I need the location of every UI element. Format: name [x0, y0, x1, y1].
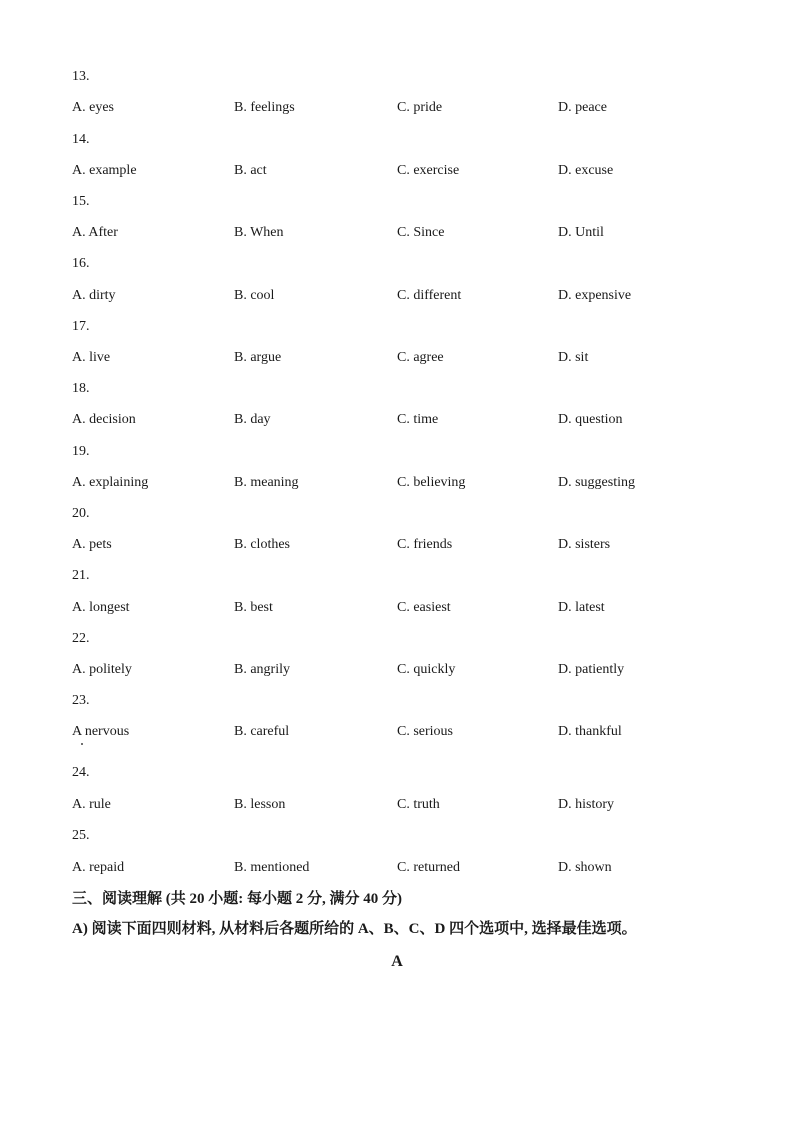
option-c: C. truth — [397, 797, 440, 812]
question-number: 24. — [72, 765, 90, 780]
option-d: D. suggesting — [558, 475, 635, 490]
option-d: D. patiently — [558, 662, 625, 677]
option-c: C. serious — [397, 724, 453, 739]
question-number: 19. — [72, 444, 90, 459]
option-c: C. returned — [397, 860, 460, 875]
option-c: C. Since — [397, 225, 445, 240]
option-b: B. angrily — [234, 662, 290, 677]
option-c: C. different — [397, 288, 462, 303]
option-d: D. peace — [558, 100, 607, 115]
option-a: A. longest — [72, 600, 130, 615]
option-a: A. decision — [72, 412, 136, 427]
question-number: 23. — [72, 693, 90, 708]
option-c: C. believing — [397, 475, 466, 490]
option-b: B. careful — [234, 724, 290, 739]
option-c: C. friends — [397, 537, 453, 552]
question-number: 14. — [72, 132, 90, 147]
option-b: B. feelings — [234, 100, 295, 115]
question-number: 17. — [72, 319, 90, 334]
stray-dot-mark — [81, 743, 83, 745]
option-b: B. meaning — [234, 475, 299, 490]
option-c: C. exercise — [397, 163, 460, 178]
option-a: A. example — [72, 163, 137, 178]
option-d: D. excuse — [558, 163, 614, 178]
option-d: D. question — [558, 412, 623, 427]
option-d: D. Until — [558, 225, 604, 240]
option-d: D. history — [558, 797, 614, 812]
option-a: A. repaid — [72, 860, 125, 875]
question-number: 22. — [72, 631, 90, 646]
option-d: D. latest — [558, 600, 605, 615]
option-a: A. dirty — [72, 288, 116, 303]
option-d: D. shown — [558, 860, 612, 875]
option-d: D. sit — [558, 350, 589, 365]
option-b: B. day — [234, 412, 271, 427]
option-c: C. quickly — [397, 662, 456, 677]
option-a: A. live — [72, 350, 111, 365]
option-d: D. sisters — [558, 537, 611, 552]
option-c: C. easiest — [397, 600, 451, 615]
question-number: 18. — [72, 381, 90, 396]
option-a: A nervous — [72, 724, 130, 739]
option-c: C. time — [397, 412, 439, 427]
question-number: 20. — [72, 506, 90, 521]
option-a: A. politely — [72, 662, 132, 677]
option-b: B. act — [234, 163, 267, 178]
option-c: C. agree — [397, 350, 444, 365]
question-number: 25. — [72, 828, 90, 843]
option-c: C. pride — [397, 100, 443, 115]
option-b: B. argue — [234, 350, 282, 365]
option-a: A. After — [72, 225, 118, 240]
question-number: 13. — [72, 69, 90, 84]
section-instruction: A) 阅读下面四则材料, 从材料后各题所给的 A、B、C、D 四个选项中, 选择最佳选项。 — [72, 921, 637, 937]
option-b: B. lesson — [234, 797, 286, 812]
option-b: B. clothes — [234, 537, 290, 552]
question-number: 21. — [72, 568, 90, 583]
question-number: 16. — [72, 256, 90, 271]
option-a: A. explaining — [72, 475, 149, 490]
option-d: D. expensive — [558, 288, 632, 303]
option-b: B. cool — [234, 288, 275, 303]
passage-label: A — [391, 953, 403, 970]
option-b: B. best — [234, 600, 273, 615]
question-number: 15. — [72, 194, 90, 209]
option-a: A. pets — [72, 537, 112, 552]
option-a: A. eyes — [72, 100, 114, 115]
option-a: A. rule — [72, 797, 111, 812]
option-d: D. thankful — [558, 724, 622, 739]
section-heading: 三、阅读理解 (共 20 小题: 每小题 2 分, 满分 40 分) — [72, 891, 402, 907]
option-b: B. mentioned — [234, 860, 310, 875]
option-b: B. When — [234, 225, 284, 240]
